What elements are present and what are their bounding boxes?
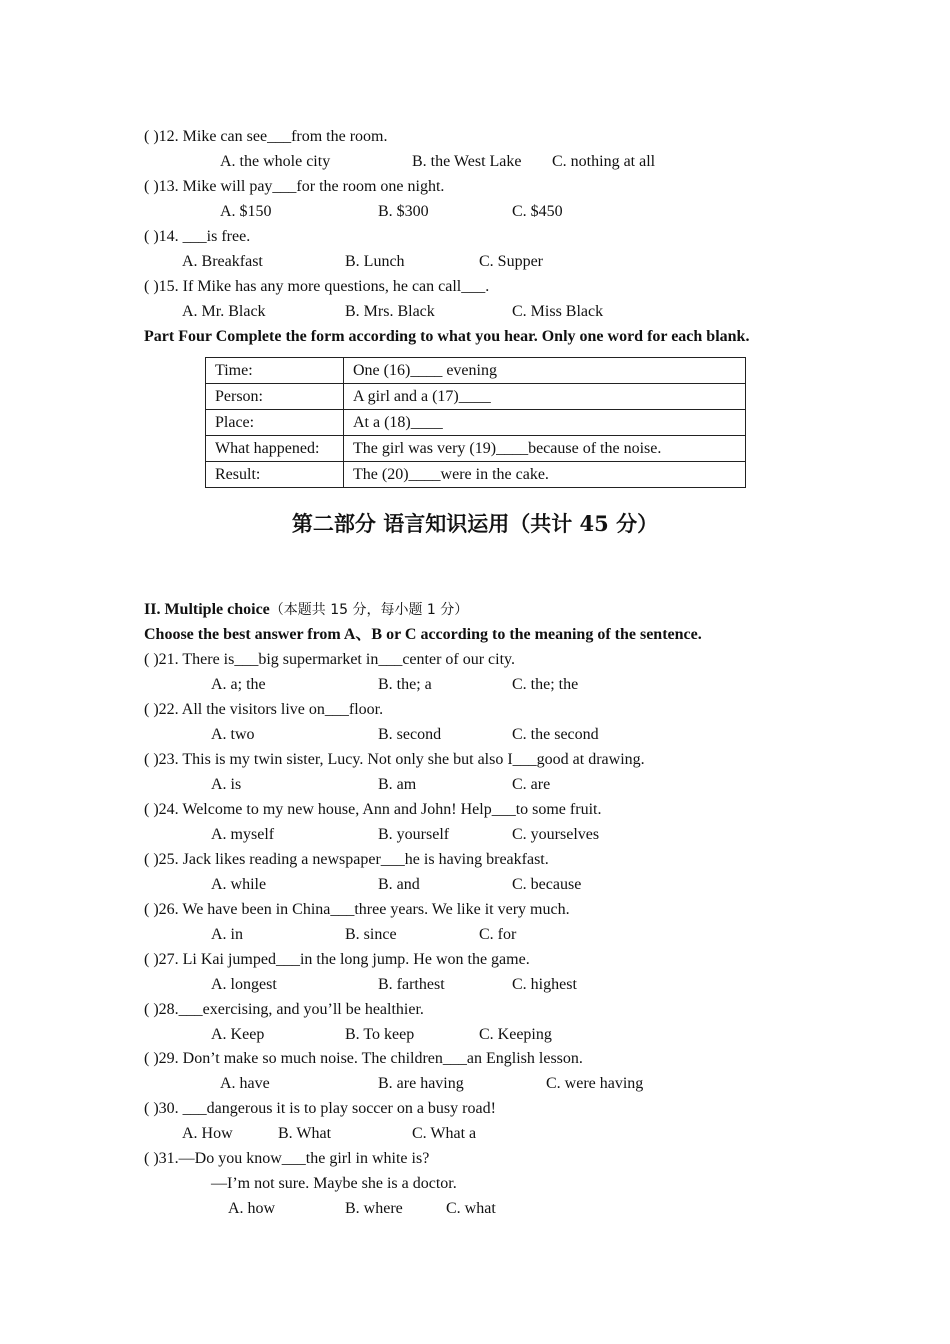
q23-option-b: B. am	[378, 776, 417, 793]
q13-option-a: A. $150	[220, 203, 272, 220]
form-label: Place:	[206, 410, 344, 436]
form-label: Result:	[206, 462, 344, 488]
question-24-stem: ( )24. Welcome to my new house, Ann and John! Help___to some fruit.	[144, 801, 602, 818]
q25-option-b: B. and	[378, 876, 420, 893]
q26-option-b: B. since	[345, 926, 397, 943]
q28-option-c: C. Keeping	[479, 1026, 552, 1043]
q24-option-c: C. yourselves	[512, 826, 600, 843]
question-28-stem: ( )28.___exercising, and you’ll be healthier.	[144, 1001, 424, 1018]
q21-option-b: B. the; a	[378, 676, 432, 693]
question-31-stem: ( )31.—Do you know___the girl in white is?	[144, 1150, 430, 1167]
q31-option-a: A. how	[228, 1200, 276, 1217]
q29-option-c: C. were having	[546, 1075, 644, 1092]
question-25-stem: ( )25. Jack likes reading a newspaper___he is having breakfast.	[144, 851, 549, 868]
q23-option-c: C. are	[512, 776, 551, 793]
question-30-stem: ( )30. ___dangerous it is to play soccer on a busy road!	[144, 1100, 496, 1117]
form-value: The (20)____were in the cake.	[344, 462, 746, 488]
q24-option-b: B. yourself	[378, 826, 450, 843]
form-label: Person:	[206, 384, 344, 410]
q23-option-a: A. is	[211, 776, 242, 793]
q12-option-c: C. nothing at all	[552, 153, 656, 170]
q14-option-a: A. Breakfast	[182, 253, 263, 270]
form-label: Time:	[206, 358, 344, 384]
table-row	[206, 358, 746, 384]
question-26-stem: ( )26. We have been in China___three years. We like it very much.	[144, 901, 570, 918]
q12-option-a: A. the whole city	[220, 153, 331, 170]
table-row	[206, 384, 746, 410]
q21-option-a: A. a; the	[211, 676, 266, 693]
listening-form-table	[205, 357, 746, 488]
form-label: What happened:	[206, 436, 344, 462]
q13-option-b: B. $300	[378, 203, 429, 220]
q22-option-b: B. second	[378, 726, 442, 743]
question-14-stem: ( )14. ___is free.	[144, 228, 251, 245]
question-29-stem: ( )29. Don’t make so much noise. The children___an English lesson.	[144, 1050, 583, 1067]
q25-option-c: C. because	[512, 876, 582, 893]
q30-option-a: A. How	[182, 1125, 233, 1142]
question-21-stem: ( )21. There is___big supermarket in___center of our city.	[144, 651, 515, 668]
q28-option-b: B. To keep	[345, 1026, 415, 1043]
mc-instruction: Choose the best answer from A、B or C according to the meaning of the sentence.	[144, 626, 702, 643]
question-27-stem: ( )27. Li Kai jumped___in the long jump. He won the game.	[144, 951, 530, 968]
q12-option-b: B. the West Lake	[412, 153, 522, 170]
q28-option-a: A. Keep	[211, 1026, 265, 1043]
q14-option-b: B. Lunch	[345, 253, 405, 270]
q30-option-c: C. What a	[412, 1125, 477, 1142]
q26-option-a: A. in	[211, 926, 243, 943]
table-row	[206, 410, 746, 436]
q27-option-a: A. longest	[211, 976, 277, 993]
q31-option-b: B. where	[345, 1200, 403, 1217]
question-22-stem: ( )22. All the visitors live on___floor.	[144, 701, 384, 718]
question-31-response: —I’m not sure. Maybe she is a doctor.	[211, 1175, 457, 1192]
q26-option-c: C. for	[479, 926, 517, 943]
question-15-stem: ( )15. If Mike has any more questions, he can call___.	[144, 278, 490, 295]
form-value: A girl and a (17)____	[344, 384, 746, 410]
question-23-stem: ( )23. This is my twin sister, Lucy. Not only she but also I___good at drawing.	[144, 751, 645, 768]
q25-option-a: A. while	[211, 876, 267, 893]
q15-option-b: B. Mrs. Black	[345, 303, 435, 320]
section-title: 第二部分 语言知识运用（共计 45 分）	[291, 511, 659, 536]
q15-option-a: A. Mr. Black	[182, 303, 266, 320]
q31-option-c: C. what	[446, 1200, 496, 1217]
q29-option-a: A. have	[220, 1075, 270, 1092]
q14-option-c: C. Supper	[479, 253, 543, 270]
q27-option-b: B. farthest	[378, 976, 445, 993]
q13-option-c: C. $450	[512, 203, 563, 220]
mc-heading-note: （本题共 15 分，每小题 1 分）	[269, 602, 469, 618]
part-four-heading: Part Four Complete the form according to what you hear. Only one word for each blank.	[144, 328, 750, 345]
q29-option-b: B. are having	[378, 1075, 464, 1092]
form-value: The girl was very (19)____because of the noise.	[344, 436, 746, 462]
q24-option-a: A. myself	[211, 826, 275, 843]
q22-option-c: C. the second	[512, 726, 599, 743]
mc-heading-text: II. Multiple choice	[144, 601, 270, 618]
form-value: One (16)____ evening	[344, 358, 746, 384]
q15-option-c: C. Miss Black	[512, 303, 604, 320]
q30-option-b: B. What	[278, 1125, 332, 1142]
q21-option-c: C. the; the	[512, 676, 579, 693]
form-value: At a (18)____	[344, 410, 746, 436]
q27-option-c: C. highest	[512, 976, 577, 993]
table-row	[206, 462, 746, 488]
table-row	[206, 436, 746, 462]
question-13-stem: ( )13. Mike will pay___for the room one night.	[144, 178, 445, 195]
q22-option-a: A. two	[211, 726, 255, 743]
question-12-stem: ( )12. Mike can see___from the room.	[144, 128, 388, 145]
multiple-choice-heading	[144, 600, 468, 620]
